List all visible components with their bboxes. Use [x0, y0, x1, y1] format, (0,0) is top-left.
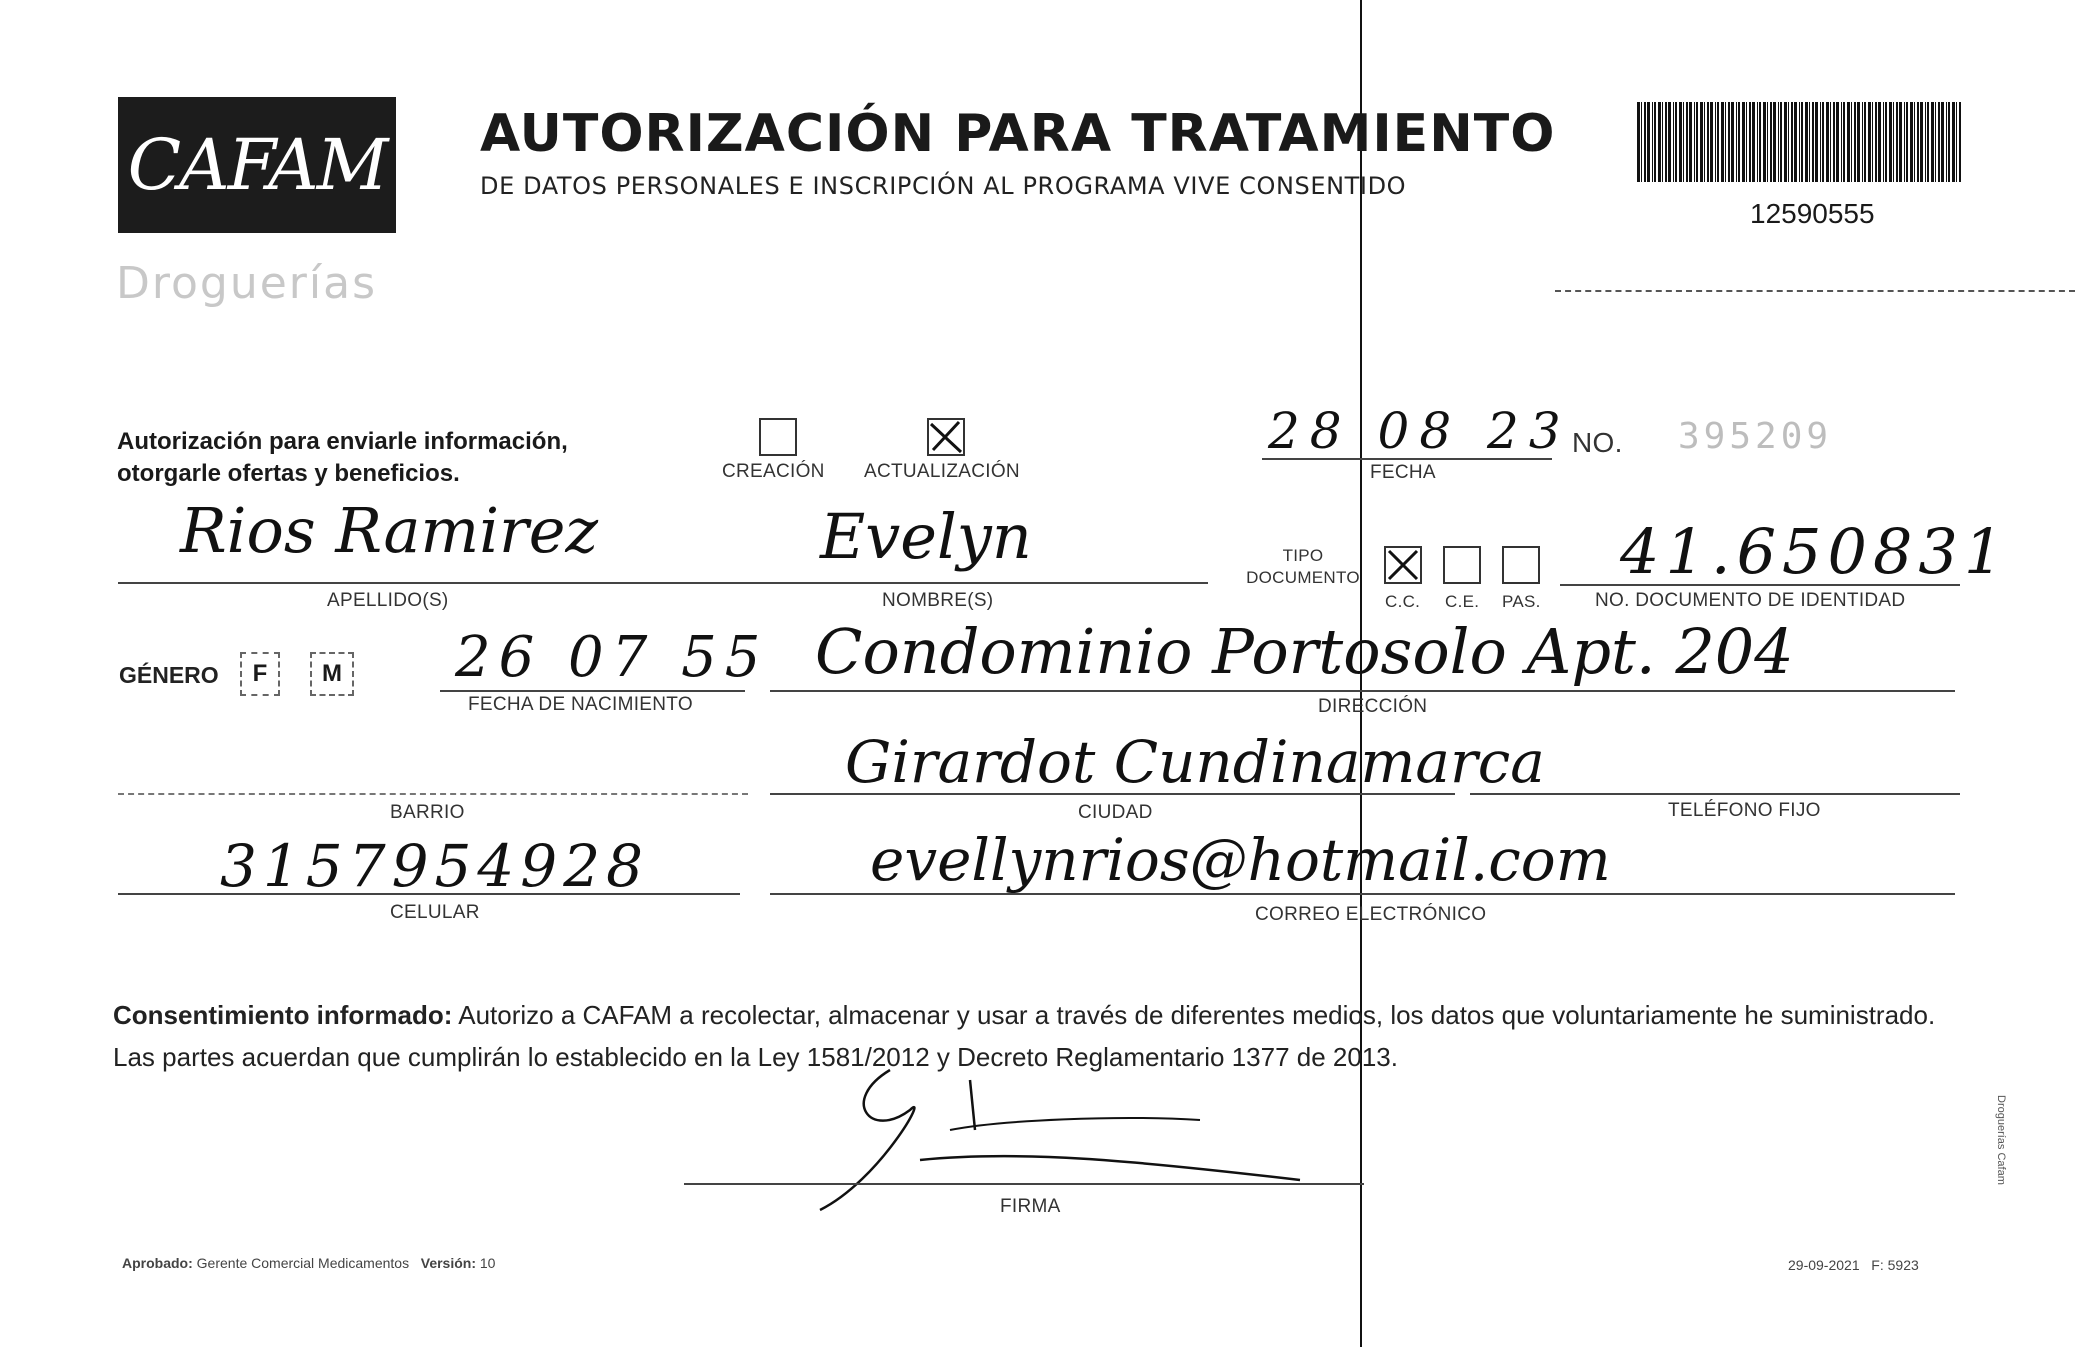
barcode-bar [1752, 102, 1755, 182]
consent-line-2: Las partes acuerdan que cumplirán lo establecido en la Ley 1581/2012 y Decreto Reglamentario 1377 de 2013. [113, 1042, 1398, 1072]
barcode-bar [1763, 102, 1766, 182]
no-label: NO. [1572, 427, 1623, 458]
barcode-bar [1780, 102, 1782, 182]
fecha-line [1262, 458, 1552, 460]
barcode-bar [1872, 102, 1873, 182]
barcode-bar [1725, 102, 1726, 182]
ciudad-value: Girardot Cundinamarca [845, 728, 1545, 796]
barcode-bar [1749, 102, 1751, 182]
barcode-bar [1644, 102, 1646, 182]
cut-line [1555, 290, 2075, 292]
version-value: 10 [479, 1255, 496, 1271]
barcode-bar [1875, 102, 1877, 182]
barcode-bar [1794, 102, 1797, 182]
direccion-line [770, 690, 1955, 692]
consent-line-1: Autorizo a CAFAM a recolectar, almacenar y usar a través de diferentes medios, los datos que voluntariamente he suministrado. [458, 1000, 1936, 1030]
barcode-bar [1904, 102, 1905, 182]
barrio-line [118, 793, 748, 795]
creacion-label: CREACIÓN [722, 461, 825, 482]
barcode-bar [1946, 102, 1947, 182]
barcode-bar [1822, 102, 1824, 182]
barcode-bar [1686, 102, 1688, 182]
barcode-bar [1878, 102, 1881, 182]
version-label: Versión: [420, 1255, 476, 1271]
name-line [118, 582, 1208, 584]
barcode-bar [1826, 102, 1829, 182]
documento-value: 41.650831 [1620, 515, 2010, 588]
barcode-bar [1736, 102, 1737, 182]
barcode-bar [1679, 102, 1682, 182]
barcode-bar [1647, 102, 1650, 182]
barcode-bar [1864, 102, 1866, 182]
firma-label: FIRMA [1000, 1196, 1061, 1217]
direccion-value: Condominio Portosolo Apt. 204 [815, 615, 1794, 688]
barcode-bar [1812, 102, 1814, 182]
barcode-bar [1759, 102, 1761, 182]
barcode-bar [1770, 102, 1772, 182]
creacion-checkbox[interactable] [759, 418, 797, 456]
barcode-bar [1843, 102, 1845, 182]
nacimiento-line [440, 690, 745, 692]
check-mark-icon [929, 420, 963, 454]
correo-line [770, 893, 1955, 895]
actualizacion-checkbox[interactable] [927, 418, 965, 456]
page-subtitle: DE DATOS PERSONALES E INSCRIPCIÓN AL PROGRAMA VIVE CONSENTIDO [480, 172, 1407, 200]
barcode-bar [1673, 102, 1674, 182]
celular-label: CELULAR [390, 902, 480, 923]
cc-checkbox[interactable] [1384, 546, 1422, 584]
barcode-bar [1883, 102, 1884, 182]
barcode-bar [1696, 102, 1698, 182]
barcode-bar [1931, 102, 1934, 182]
form-number: 395209 [1678, 416, 1833, 457]
barcode-bar [1925, 102, 1926, 182]
ce-checkbox[interactable] [1443, 546, 1481, 584]
barcode-bar [1757, 102, 1758, 182]
barcode-bar [1700, 102, 1703, 182]
barcode-bar [1836, 102, 1839, 182]
documento-label: NO. DOCUMENTO DE IDENTIDAD [1595, 590, 1906, 611]
aprobado-value: Gerente Comercial Medicamentos [196, 1255, 410, 1271]
page-title: AUTORIZACIÓN PARA TRATAMIENTO [480, 104, 1556, 164]
barcode-bar [1710, 102, 1713, 182]
barcode-bar [1956, 102, 1957, 182]
barcode-bar [1941, 102, 1944, 182]
barcode-bar [1683, 102, 1684, 182]
pas-checkbox[interactable] [1502, 546, 1540, 584]
barcode-bar [1841, 102, 1842, 182]
barcode-bar [1658, 102, 1661, 182]
barcode-bar [1742, 102, 1745, 182]
correo-label: CORREO ELECTRÓNICO [1255, 904, 1487, 925]
barcode-bar [1637, 102, 1640, 182]
barcode-bar [1799, 102, 1800, 182]
telefono-label: TELÉFONO FIJO [1668, 800, 1821, 821]
nombres-value: Evelyn [820, 500, 1032, 573]
apellidos-label: APELLIDO(S) [327, 590, 449, 611]
barcode-bar [1641, 102, 1642, 182]
barcode-bar [1784, 102, 1787, 182]
nombres-label: NOMBRE(S) [882, 590, 994, 611]
documento-line [1560, 584, 1960, 586]
barcode-bar [1707, 102, 1709, 182]
tipo-documento-label: TIPO DOCUMENTO [1246, 546, 1360, 587]
barcode-bar [1906, 102, 1908, 182]
barcode-bar [1857, 102, 1860, 182]
cc-label: C.C. [1385, 592, 1421, 611]
ciudad-label: CIUDAD [1078, 802, 1153, 823]
barcode-bar [1805, 102, 1808, 182]
barcode-bar [1899, 102, 1902, 182]
barcode-bar [1862, 102, 1863, 182]
barcode-bar [1889, 102, 1892, 182]
barcode-bar [1668, 102, 1671, 182]
apellidos-value: Rios Ramirez [180, 494, 599, 567]
barcode-bar [1704, 102, 1705, 182]
barcode-bar [1948, 102, 1950, 182]
authorization-text: Autorización para enviarle información, otorgarle ofertas y beneficios. [117, 428, 568, 487]
celular-value: 3157954928 [220, 832, 650, 900]
side-brand-text: Droguerías Cafam [1995, 1095, 2007, 1185]
barcode-bar [1896, 102, 1898, 182]
celular-line [118, 893, 740, 895]
barcode-bar [1738, 102, 1740, 182]
barcode-bar [1689, 102, 1692, 182]
barcode-bar [1654, 102, 1656, 182]
footer-code: F: 5923 [1871, 1257, 1919, 1273]
barcode-bar [1885, 102, 1887, 182]
barcode-bar [1920, 102, 1923, 182]
telefono-line [1470, 793, 1960, 795]
barcode-number: 12590555 [1750, 198, 1875, 229]
footer-date: 29-09-2021 [1788, 1257, 1860, 1273]
barcode-bar [1854, 102, 1856, 182]
barcode-bar [1938, 102, 1940, 182]
barcode-bar [1728, 102, 1730, 182]
barcode-bar [1830, 102, 1831, 182]
barcode-bar [1652, 102, 1653, 182]
barcode-bar [1746, 102, 1747, 182]
barcode-bar [1791, 102, 1793, 182]
ce-label: C.E. [1445, 592, 1480, 611]
correo-value: evellynrios@hotmail.com [870, 826, 1611, 894]
barcode-bar [1665, 102, 1667, 182]
barcode-bar [1675, 102, 1677, 182]
direccion-label: DIRECCIÓN [1318, 696, 1428, 717]
barcode-bar [1910, 102, 1913, 182]
barcode-bar [1820, 102, 1821, 182]
barcode-bar [1731, 102, 1734, 182]
barcode-bar [1815, 102, 1818, 182]
logo-text: CAFAM [127, 124, 387, 206]
signature-line [684, 1183, 1364, 1185]
fecha-value: 28 08 23 [1268, 402, 1571, 460]
nacimiento-label: FECHA DE NACIMIENTO [468, 694, 693, 715]
barcode-bar [1833, 102, 1835, 182]
genero-f-option[interactable]: F [240, 652, 280, 696]
barcode-bar [1662, 102, 1663, 182]
barcode-bar [1851, 102, 1852, 182]
fecha-label: FECHA [1370, 462, 1436, 483]
barcode-bar [1721, 102, 1724, 182]
aprobado-label: Aprobado: [122, 1255, 193, 1271]
consent-heading: Consentimiento informado: [113, 1000, 453, 1030]
barcode-bar [1773, 102, 1776, 182]
genero-label: GÉNERO [119, 662, 219, 688]
barcode-bar [1935, 102, 1936, 182]
barrio-label: BARRIO [390, 802, 465, 823]
barcode-bar [1717, 102, 1719, 182]
barcode-bar [1914, 102, 1915, 182]
nacimiento-value: 26 07 55 [455, 625, 769, 690]
logo-subtitle: Droguerías [116, 258, 378, 309]
actualizacion-label: ACTUALIZACIÓN [864, 461, 1020, 482]
signature-scribble [800, 1060, 1360, 1220]
ciudad-line [770, 793, 1455, 795]
barcode-bar [1927, 102, 1929, 182]
barcode-bar [1847, 102, 1850, 182]
barcode-bar [1788, 102, 1789, 182]
barcode-bar [1801, 102, 1803, 182]
barcode-bar [1952, 102, 1955, 182]
barcode-bar [1809, 102, 1810, 182]
barcode-bar [1767, 102, 1768, 182]
check-mark-icon [1386, 548, 1420, 582]
barcode [1635, 102, 1965, 182]
barcode-bar [1694, 102, 1695, 182]
barcode-bar [1893, 102, 1894, 182]
barcode-bar [1917, 102, 1919, 182]
pas-label: PAS. [1502, 592, 1541, 611]
barcode-bar [1778, 102, 1779, 182]
barcode-bar [1959, 102, 1961, 182]
barcode-bar [1868, 102, 1871, 182]
genero-m-option[interactable]: M [310, 652, 354, 696]
barcode-bar [1715, 102, 1716, 182]
